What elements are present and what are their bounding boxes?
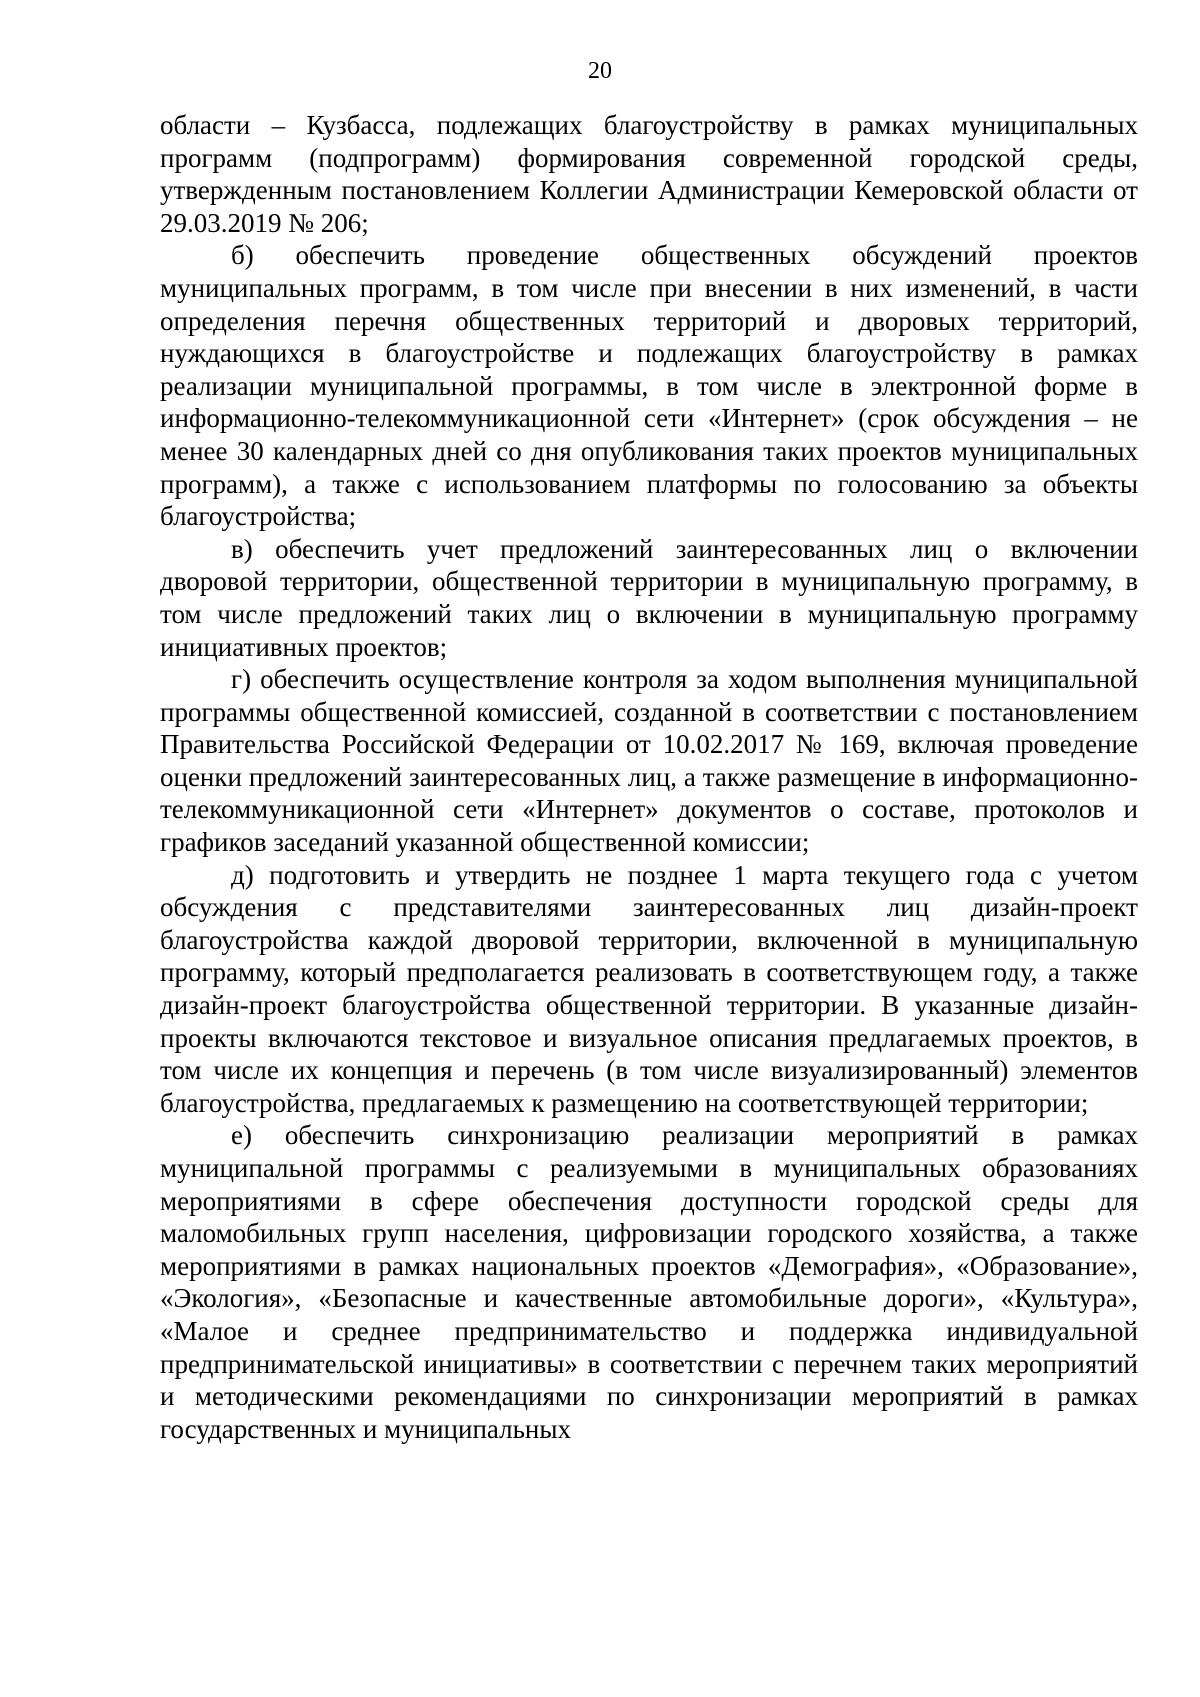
paragraph-item-g: г) обеспечить осуществление контроля за ходом выполнения муниципальной программы общественной комиссией, созданной в соответствии с постановлением Правительства Российской Федерации от 10.02.2017 № 169, включая проведение оценки предложений заинтересованных лиц, а также размещение в информационно-телекоммуникационной сети «Интернет» документов о составе, протоколов и графиков заседаний указанной общественной комиссии; [160,664,1138,858]
paragraph-item-b: б) обеспечить проведение общественных обсуждений проектов муниципальных программ, в том числе при внесении в них изменений, в части определения перечня общественных территорий и дворовых территорий, нуждающихся в благоустройстве и подлежащих благоустройству в рамках реализации муниципальной программы, в том числе в электронной форме в информационно-телекоммуникационной сети «Интернет» (срок обсуждения – не менее 30 календарных дней со дня опубликования таких проектов муниципальных программ), а также с использованием платформы по голосованию за объекты благоустройства; [160,240,1138,532]
paragraph-item-v: в) обеспечить учет предложений заинтересованных лиц о включении дворовой территории, общественной территории в муниципальную программу, в том числе предложений таких лиц о включении в муниципальную программу инициативных проектов; [160,533,1138,662]
paragraph-item-e: е) обеспечить синхронизацию реализации мероприятий в рамках муниципальной программы с реализуемыми в муниципальных образованиях мероприятиями в сфере обеспечения доступности городской среды для маломобильных групп населения, цифровизации городского хозяйства, а также мероприятиями в рамках национальных проектов «Демография», «Образование», «Экология», «Безопасные и качественные автомобильные дороги», «Культура», «Малое и среднее предпринимательство и поддержка индивидуальной предпринимательской инициативы» в соответствии с перечнем таких мероприятий и методическими рекомендациями по синхронизации мероприятий в рамках государственных и муниципальных [160,1120,1138,1444]
page-number: 20 [588,58,612,84]
document-body [160,109,1138,1445]
paragraph-continuation: области – Кузбасса, подлежащих благоустройству в рамках муниципальных программ (подпрограмм) формирования современной городской среды, утвержденным постановлением Коллегии Администрации Кемеровской области от 29.03.2019 № 206; [160,110,1138,238]
paragraph-item-d: д) подготовить и утвердить не позднее 1 марта текущего года с учетом обсуждения с представителями заинтересованных лиц дизайн-проект благоустройства каждой дворовой территории, включенной в муниципальную программу, который предполагается реализовать в соответствующем году, а также дизайн-проект благоустройства общественной территории. В указанные дизайн-проекты включаются текстовое и визуальное описания предлагаемых проектов, в том числе их концепция и перечень (в том числе визуализированный) элементов благоустройства, предлагаемых к размещению на соответствующей территории; [160,859,1138,1118]
